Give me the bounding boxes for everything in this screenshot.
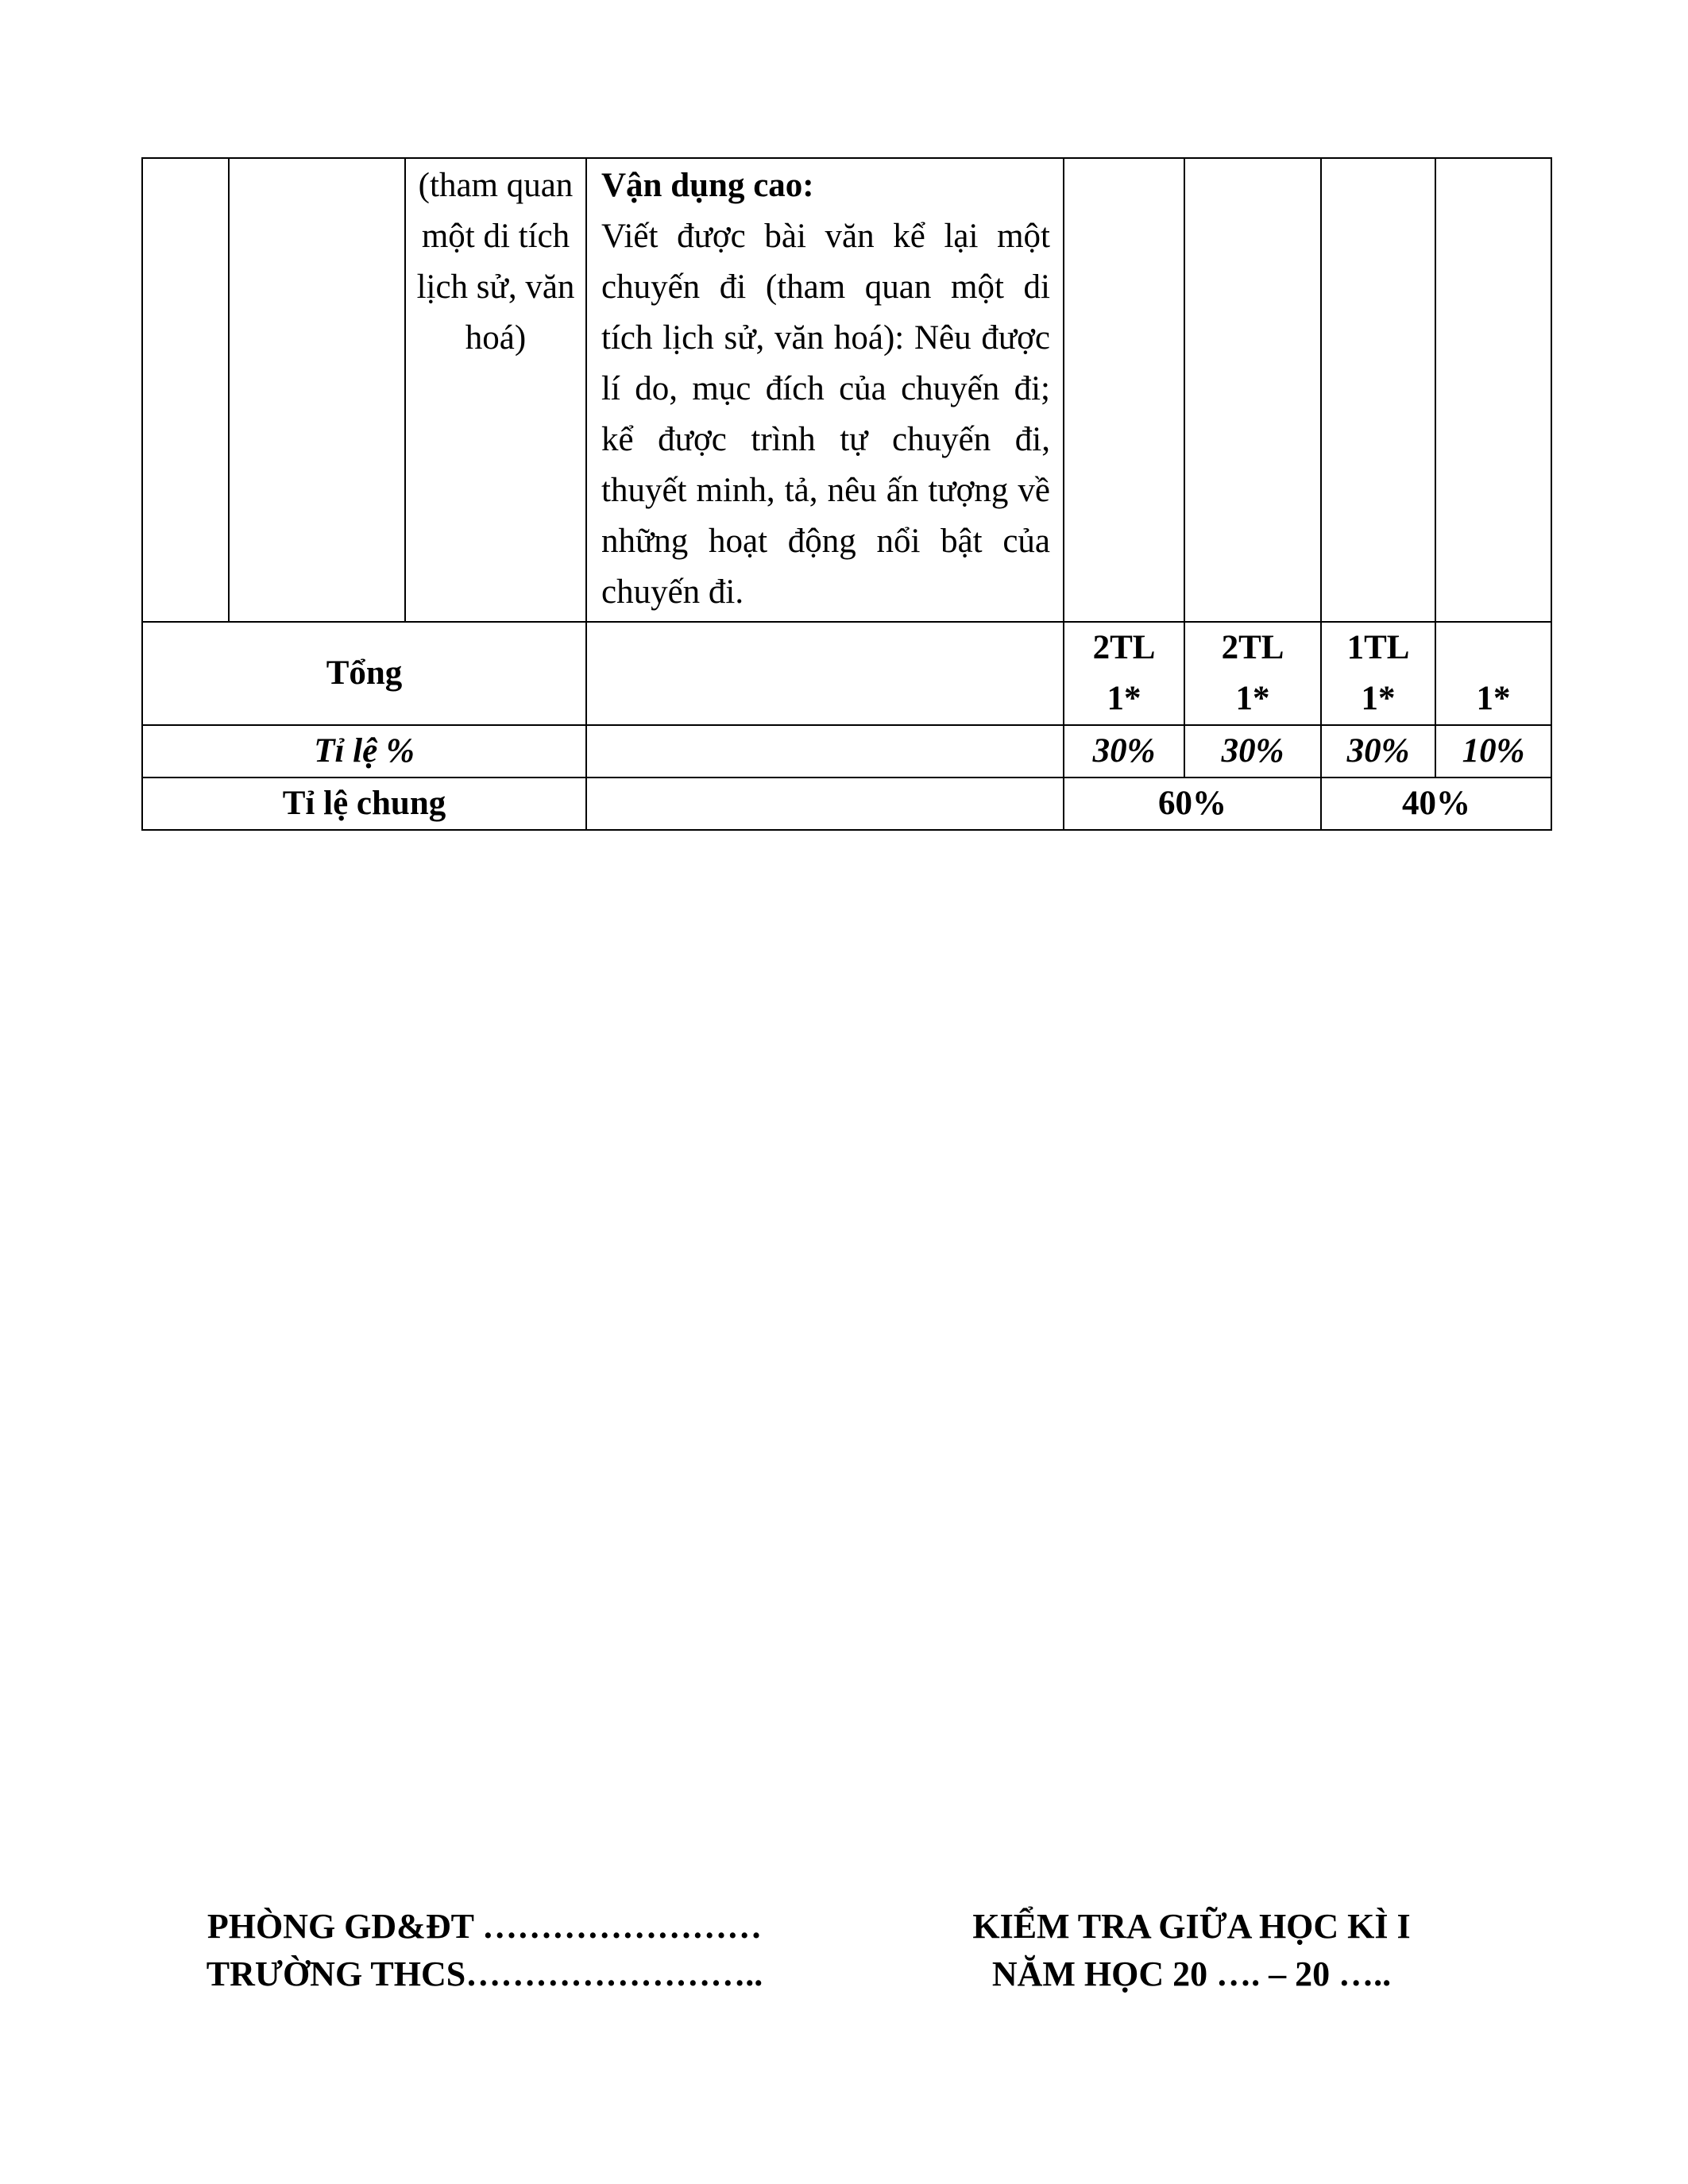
cell-number	[142, 158, 229, 622]
exam-title: KIỂM TRA GIỮA HỌC KÌ I	[972, 1907, 1411, 1946]
total-col-4-line-2: 1*	[1476, 680, 1511, 717]
cell-understand	[1184, 158, 1321, 622]
ratio-col-3: 30%	[1321, 725, 1435, 778]
cell-topic	[405, 158, 586, 622]
overall-group-1: 60%	[1064, 778, 1321, 830]
cell-apply-high	[1435, 158, 1551, 622]
header-right-block	[898, 1903, 1485, 1998]
overall-group-2: 40%	[1321, 778, 1551, 830]
ratio-col-4: 10%	[1435, 725, 1551, 778]
cell-recognize	[1064, 158, 1184, 622]
department-name: PHÒNG GD&ĐT ……………………	[207, 1907, 763, 1946]
total-blank	[586, 622, 1064, 725]
school-name: TRƯỜNG THCS……………………..	[206, 1954, 763, 1993]
total-row	[142, 622, 1551, 725]
overall-label: Tỉ lệ chung	[142, 778, 586, 830]
topic-text: (tham quan một di tích lịch sử, văn hoá)	[416, 167, 575, 357]
description-text: Viết được bài văn kể lại một chuyến đi (tham quan một di tích lịch sử, văn hoá): Nêu được lí do, mục đích của chuyến đi; kể được trình tự chuyến đi, thuyết minh, tả, nêu ấn tượng về những hoạt động nổi bật của chuyến đi.	[601, 218, 1050, 611]
header-left-block	[151, 1903, 818, 1998]
overall-blank	[586, 778, 1064, 830]
total-col-2-line-2: 1*	[1235, 680, 1270, 717]
writing-row	[142, 158, 1551, 622]
level-label: Vận dụng cao:	[601, 167, 814, 204]
ratio-label: Tỉ lệ %	[142, 725, 586, 778]
cell-description	[586, 158, 1064, 622]
overall-row	[142, 778, 1551, 830]
school-year: NĂM HỌC 20 …. – 20 …..	[991, 1954, 1392, 1993]
total-col-2-line-1: 2TL	[1221, 629, 1284, 666]
total-col-3-line-2: 1*	[1361, 680, 1396, 717]
ratio-row	[142, 725, 1551, 778]
total-col-3-line-1: 1TL	[1346, 629, 1410, 666]
total-col-3	[1321, 622, 1435, 725]
cell-apply	[1321, 158, 1435, 622]
cell-skill	[229, 158, 405, 622]
total-col-1-line-1: 2TL	[1092, 629, 1156, 666]
ratio-col-1: 30%	[1064, 725, 1184, 778]
total-label: Tổng	[142, 622, 586, 725]
ratio-blank	[586, 725, 1064, 778]
total-col-4	[1435, 622, 1551, 725]
specification-matrix	[141, 157, 1552, 831]
total-col-1	[1064, 622, 1184, 725]
ratio-col-2: 30%	[1184, 725, 1321, 778]
total-col-2	[1184, 622, 1321, 725]
total-col-1-line-2: 1*	[1107, 680, 1141, 717]
